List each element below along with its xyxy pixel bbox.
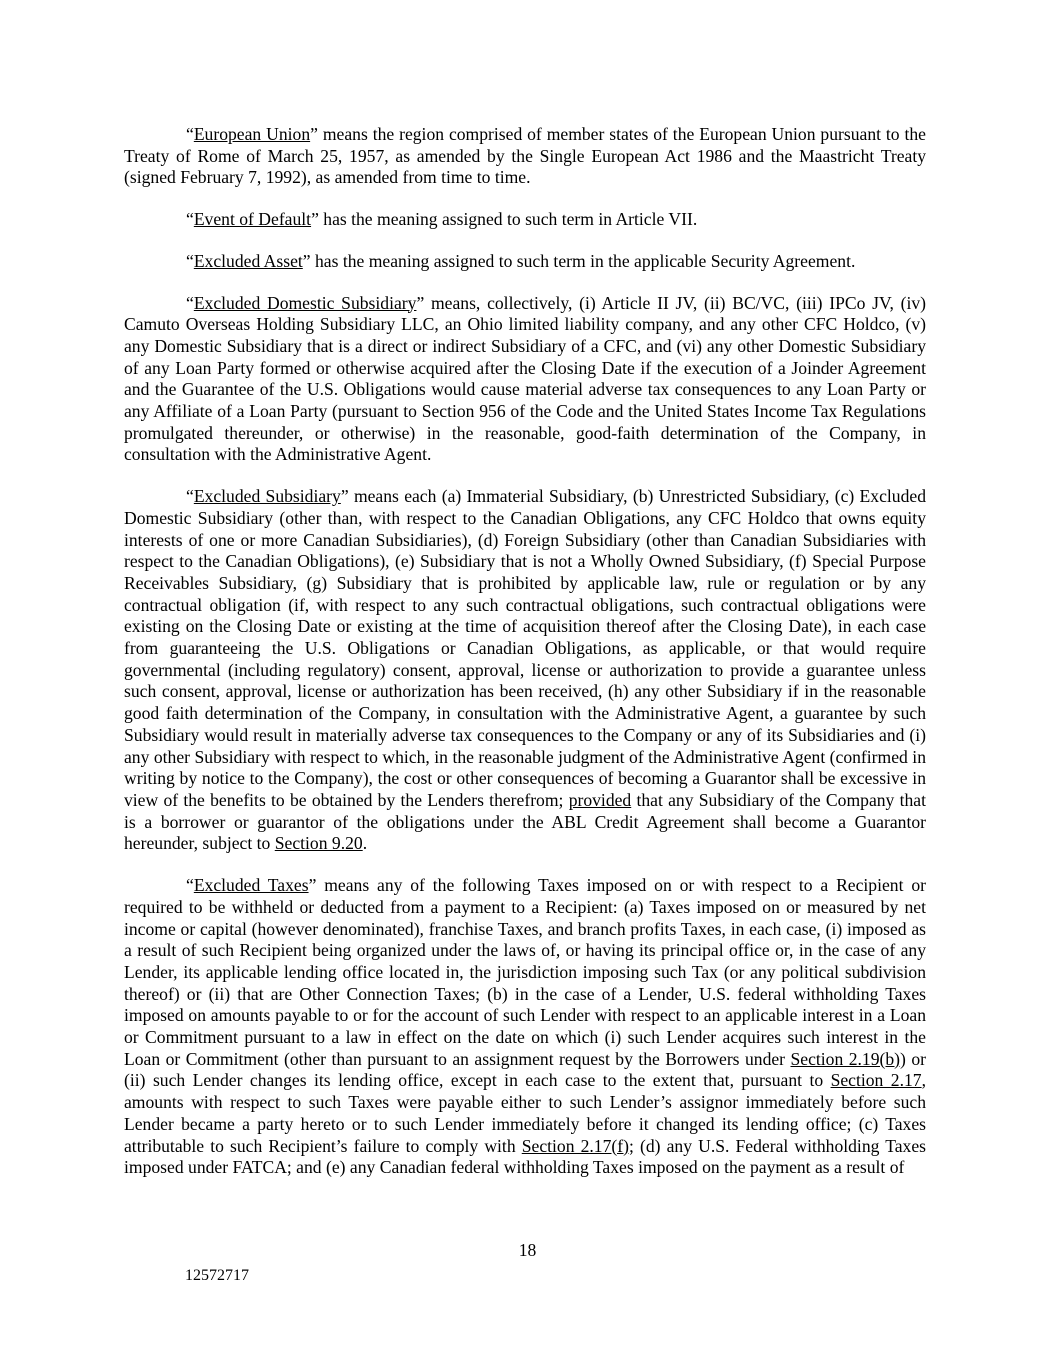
defined-term: Event of Default xyxy=(193,209,312,230)
definition-text: has the meaning assigned to such term in Article VII. xyxy=(318,209,698,230)
open-quote: “ xyxy=(186,292,194,313)
section-reference-link[interactable]: Section 2.17 xyxy=(830,1070,922,1091)
definition-event-of-default xyxy=(124,209,926,231)
defined-term: Excluded Asset xyxy=(193,250,303,271)
definition-excluded-taxes xyxy=(124,875,926,1179)
close-quote: ” xyxy=(340,486,349,507)
page-number: 18 xyxy=(518,1240,537,1260)
close-quote: ” xyxy=(311,209,319,230)
body-text xyxy=(124,124,926,1199)
open-quote: “ xyxy=(186,486,194,507)
defined-term: Excluded Domestic Subsidiary xyxy=(193,292,417,313)
definition-excluded-asset xyxy=(124,251,926,273)
definition-text: that any Subsidiary of the Company that is a borrower or guarantor of the obligations under the ABL Credit Agreement shall become a Guarantor hereunder, subject to xyxy=(124,789,926,854)
open-quote: “ xyxy=(186,209,194,230)
close-quote: ” xyxy=(308,875,317,896)
definition-text: ) or (ii) such Lender changes its lending office, except in each case to the extent that, pursuant to xyxy=(124,1048,926,1091)
close-quote: ” xyxy=(416,292,425,313)
section-reference-link[interactable]: Section 2.17(f) xyxy=(521,1135,629,1156)
provided-link: provided xyxy=(568,789,632,810)
definition-european-union xyxy=(124,124,926,189)
definition-excluded-domestic-subsidiary xyxy=(124,293,926,467)
open-quote: “ xyxy=(186,875,194,896)
definition-text: means any of the following Taxes imposed on or with respect to a Recipient or required to be withheld or deducted from a payment to a Recipient: (a) Taxes imposed on or measured by net income or capital (however denominated), franchise Taxes, and branch profits Taxes, in each case, (i) imposed as a result of such Recipient being organized under the laws of, or having its principal office or, in the case of any Lender, its applicable lending office located in, the jurisdiction imposing such Tax (or any political subdivision thereof) or (ii) that are Other Connection Taxes; (b) in the case of a Lender, U.S. federal withholding Taxes imposed on amounts payable to or for the account of such Lender with respect to an applicable interest in a Loan or Commitment pursuant to a law in effect on the date on which (i) such Lender acquires such interest in the Loan or Commitment (other than pursuant to an assignment request by the Borrowers under xyxy=(124,875,926,1069)
defined-term: Excluded Subsidiary xyxy=(193,486,341,507)
defined-term: European Union xyxy=(193,124,311,144)
definition-text: means each (a) Immaterial Subsidiary, (b) Unrestricted Subsidiary, (c) Excluded Domestic Subsidiary (other than, with respect to the Canadian Obligations, any CFC Holdco that owns equity interests of one or more Canadian Subsidiaries), (d) Foreign Subsidiary (other than Canadian Subsidiaries with respect to the Canadian Obligations), (e) Subsidiary that is not a Wholly Owned Subsidiary, (f) Special Purpose Receivables Subsidiary, (g) Subsidiary that is prohibited by applicable law, rule or regulation or by any contractual obligation (if, with respect to any such contractual obligations, such contractual obligations were existing on the Closing Date or existing at the time of acquisition thereof after the Closing Date), in each case from guaranteeing the U.S. Obligations or Canadian Obligations, as applicable, or that would require governmental (including regulatory) consent, approval, license or authorization to provide a guarantee unless such consent, approval, license or authorization has been received, (h) any other Subsidiary if in the reasonable good faith determination of the Company, in consultation with the Administrative Agent, a guarantee by such Subsidiary would result in materially adverse tax consequences to the Company or any of its Subsidiaries and (i) any other Subsidiary with respect to which, in the reasonable judgment of the Administrative Agent (confirmed in writing by notice to the Company), the cost or other consequences of becoming a Guarantor shall be excessive in view of the benefits to be obtained by the Lenders therefrom; xyxy=(124,486,926,810)
definition-text: means, collectively, (i) Article II JV, (ii) BC/VC, (iii) IPCo JV, (iv) Camuto Overseas Holding Subsidiary LLC, an Ohio limited liability company, and any other CFC Holdco, (v) any Domestic Subsidiary that is a direct or indirect Subsidiary of a CFC, and (vi) any other Domestic Subsidiary of any Loan Party formed or otherwise acquired after the Closing Date if the execution of a Joinder Agreement and the Guarantee of the U.S. Obligations would cause material adverse tax consequences to any Loan Party or any Affiliate of a Loan Party (pursuant to Section 956 of the Code and the United States Income Tax Regulations promulgated thereunder, or otherwise) in the reasonable, good-faith determination of the Company, in consultation with the Administrative Agent. xyxy=(124,292,926,465)
close-quote: ” xyxy=(302,250,311,271)
definition-text: has the meaning assigned to such term in the applicable Security Agreement. xyxy=(310,250,856,271)
close-quote: ” xyxy=(310,124,318,144)
open-quote: “ xyxy=(186,250,194,271)
definition-text: means the region comprised of member states of the European Union pursuant to the Treaty of Rome of March 25, 1957, as amended by the Single European Act 1986 and the Maastricht Treaty (signed February 7, 1992), as amended from time to time. xyxy=(124,124,926,188)
defined-term: Excluded Taxes xyxy=(193,875,309,896)
definition-excluded-subsidiary xyxy=(124,486,926,855)
definition-text: , amounts with respect to such Taxes were payable either to such Lender’s assignor immediately before such Lender became a party hereto or to such Lender immediately before it changed its lending office; (c) Taxes attributable to such Recipient’s failure to comply with xyxy=(124,1070,926,1156)
section-reference-link[interactable]: Section 9.20 xyxy=(274,833,363,854)
definition-text: ; (d) any U.S. Federal withholding Taxes imposed under FATCA; and (e) any Canadian federal withholding Taxes imposed on the payment as a result of xyxy=(124,1135,926,1178)
section-reference-link[interactable]: Section 2.19(b) xyxy=(790,1048,901,1069)
open-quote: “ xyxy=(186,124,194,144)
document-id: 12572717 xyxy=(185,1267,249,1284)
definition-text: . xyxy=(362,833,368,854)
